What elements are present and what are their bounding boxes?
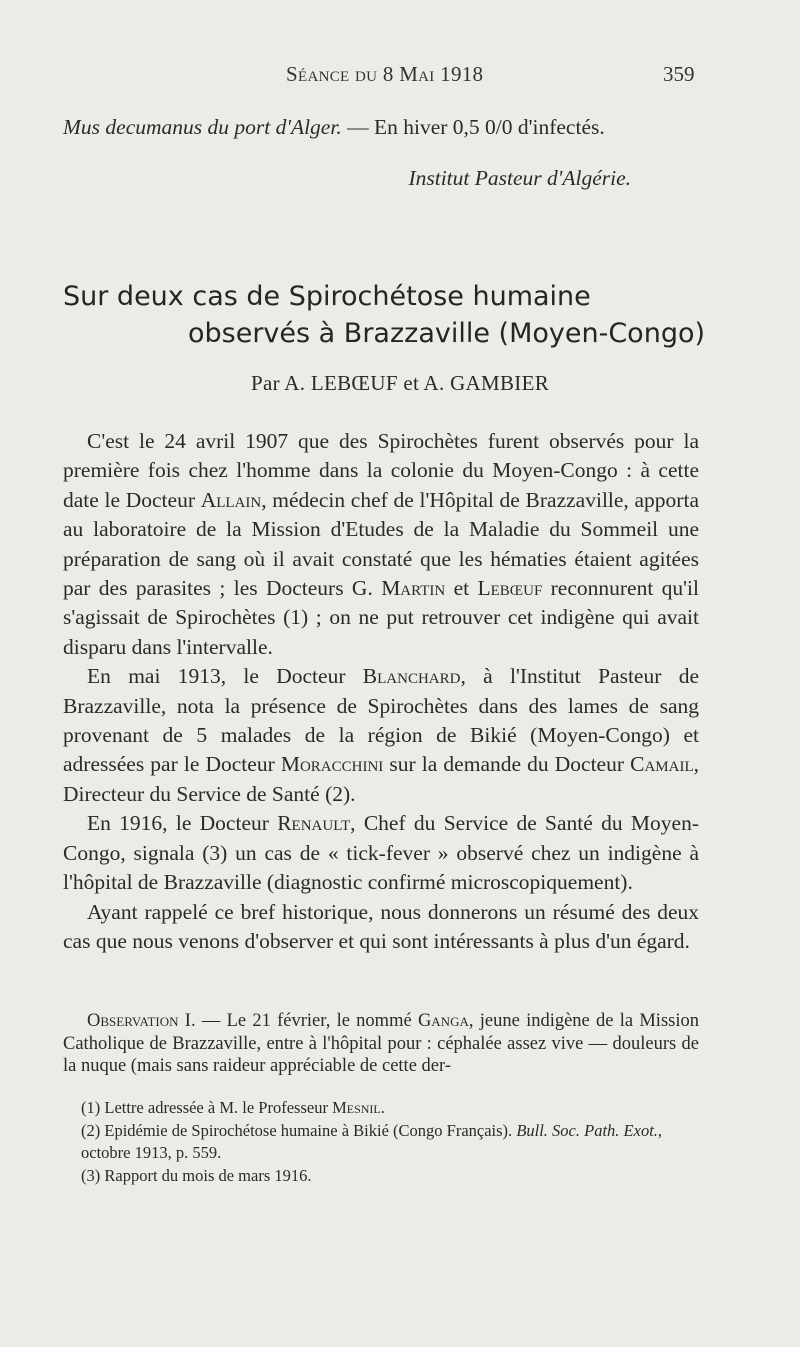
text-run: — Le 21 février, le nommé bbox=[195, 1011, 418, 1031]
running-title-month: Mai bbox=[399, 62, 435, 86]
footnote-1 bbox=[63, 1097, 699, 1120]
person-name: Martin bbox=[381, 576, 446, 601]
paragraph bbox=[63, 427, 699, 662]
article-title-line-1: Sur deux cas de Spirochétose humaine bbox=[63, 281, 591, 312]
text-run: , octobre 1913, p. 559. bbox=[81, 1120, 663, 1162]
paragraph bbox=[63, 898, 699, 957]
observation-section bbox=[63, 1010, 699, 1078]
page-number: 359 bbox=[663, 62, 695, 86]
text-run: reconnurent qu'il s'agissait de Spirochètes (1) ; on ne put retrouver cet indigène qui avait disparu dans l'intervalle. bbox=[63, 576, 699, 659]
article-title-line-2: observés à Brazzaville (Moyen-Congo) bbox=[188, 318, 706, 349]
observation-label: Observation I. bbox=[87, 1011, 196, 1031]
observation-paragraph bbox=[63, 1010, 699, 1078]
footnotes bbox=[63, 1097, 699, 1187]
previous-article-text: — En hiver 0,5 0/0 d'infectés. bbox=[341, 115, 605, 139]
text-run: . bbox=[380, 1098, 385, 1117]
text-run: (1) Lettre adressée à M. le Professeur bbox=[81, 1098, 333, 1117]
text-run: (3) Rapport du mois de mars 1916. bbox=[81, 1165, 312, 1185]
text-run: et bbox=[445, 576, 478, 601]
footnote-3 bbox=[63, 1165, 699, 1188]
article-authors: Par A. LEBŒUF et A. GAMBIER bbox=[250, 371, 550, 395]
person-name: Camail bbox=[630, 752, 694, 777]
text-run: , médecin chef de l'Hôpital de Brazzaville, apporta au laboratoire de la Mission d'Etudes de la Maladie du Sommeil une préparation de sang où il avait constaté que les hématies étaient agitées par des parasites ; les Docteurs G. bbox=[63, 487, 699, 601]
person-name: Allain bbox=[200, 487, 262, 512]
person-name: Blanchard bbox=[362, 664, 461, 689]
patient-name: Ganga bbox=[417, 1011, 469, 1031]
running-header bbox=[0, 62, 800, 92]
text-run: , Directeur du Service de Santé (2). bbox=[63, 752, 699, 806]
text-run: (2) Epidémie de Spirochétose humaine à Bikié (Congo Français). bbox=[81, 1120, 517, 1140]
text-run: En 1916, le Docteur bbox=[87, 811, 278, 836]
person-name: Renault bbox=[277, 811, 351, 836]
text-run: Ayant rappelé ce bref historique, nous donnerons un résumé des deux cas que nous venons d'observer et qui sont intéressants à plus d'un égard. bbox=[63, 899, 699, 953]
text-run: sur la demande du Docteur bbox=[383, 752, 631, 777]
journal-name: Bull. Soc. Path. Exot. bbox=[516, 1120, 658, 1140]
running-title-day: 8 bbox=[377, 62, 400, 86]
footnote-2 bbox=[63, 1120, 699, 1165]
running-title bbox=[286, 62, 483, 87]
text-run: En mai 1913, le Docteur bbox=[87, 664, 363, 689]
running-title-seance: Séance du bbox=[286, 62, 378, 86]
paragraph bbox=[63, 809, 699, 897]
person-name: Lebœuf bbox=[477, 576, 543, 601]
text-run: , à l'Institut Pasteur de Brazzaville, nota la présence de Spirochètes dans des lames de sang provenant de 5 malades de la région de Bikié (Moyen-Congo) et adressées par le Docteur bbox=[63, 664, 699, 777]
paragraph bbox=[63, 662, 699, 809]
person-name: Moracchini bbox=[280, 752, 384, 777]
text-run: , jeune indigène de la Mission Catholique de Brazzaville, entre à l'hôpital pour : céphalée assez vive — douleurs de la nuque (mais sans raideur appréciable de cette der- bbox=[63, 1011, 699, 1076]
institution-signature: Institut Pasteur d'Algérie. bbox=[408, 166, 631, 190]
text-run: , Chef du Service de Santé du Moyen-Congo, signala (3) un cas de « tick-fever » observé chez un indigène à l'hôpital de Brazzaville (diagnostic confirmé microscopiquement). bbox=[63, 811, 699, 895]
person-name: Mesnil bbox=[332, 1098, 381, 1117]
previous-article-end bbox=[63, 113, 703, 142]
running-title-year: 1918 bbox=[434, 62, 484, 86]
article-body bbox=[63, 427, 699, 956]
text-run: C'est le 24 avril 1907 que des Spirochètes furent observés pour la première fois chez l'homme dans la colonie du Moyen-Congo : à cette date le Docteur bbox=[63, 429, 699, 512]
species-name: Mus decumanus bbox=[63, 115, 203, 139]
location-name: du port d'Alger. bbox=[202, 115, 342, 139]
